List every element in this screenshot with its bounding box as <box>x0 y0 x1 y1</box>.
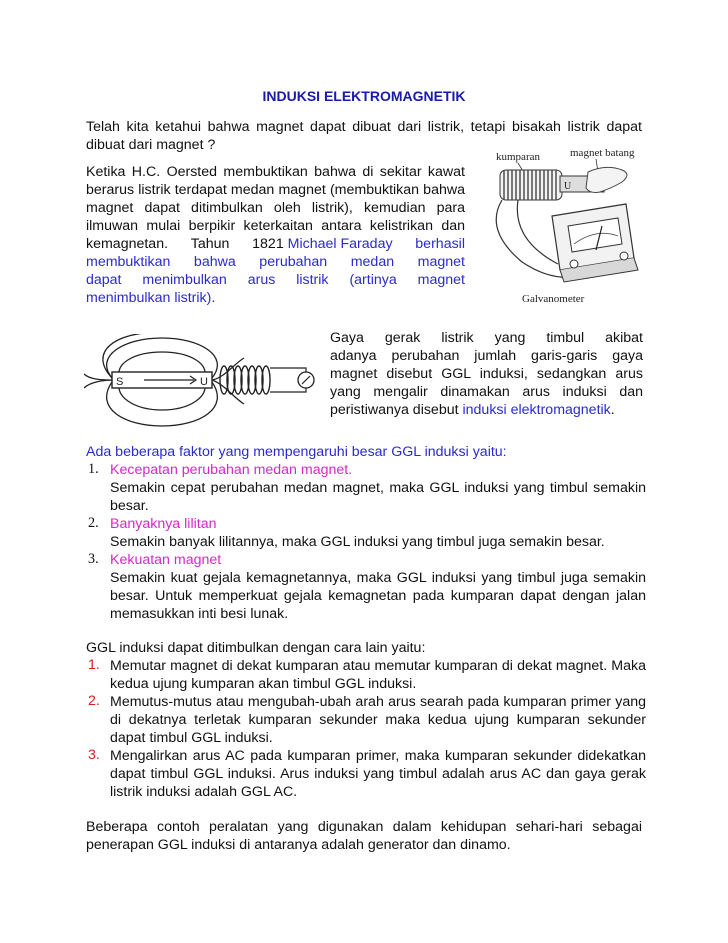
factor-number: 2. <box>88 515 99 531</box>
method-item <box>86 693 646 747</box>
galvanometer <box>552 204 638 282</box>
label-s: S <box>116 376 124 388</box>
oersted-line: menimbulkan listrik). <box>86 290 216 306</box>
factor-item <box>86 461 646 515</box>
oersted-line <box>86 235 465 253</box>
method-text: Mengalirkan arus AC pada kumparan primer, maka kumparan sekunder didekatkan dapat timbul GGL induksi. Arus induksi yang timbul adalah arus AC dan gaya gerak listrik induksi adalah GGL AC. <box>110 748 646 800</box>
oersted-word: kemagnetan. <box>86 236 169 252</box>
coil <box>500 170 562 200</box>
factor-item <box>86 551 646 623</box>
oersted-line: berarus listrik terdapat medan magnet (membuktikan bahwa <box>86 182 465 198</box>
oersted-word: Tahun <box>190 236 230 252</box>
ggl-line: magnet disebut GGL induksi, sedangkan arus <box>330 366 643 382</box>
oersted-line: dapat menimbulkan arus listrik (artinya magnet <box>86 272 465 288</box>
factor-text: Semakin banyak lilitannya, maka GGL induksi yang timbul juga semakin besar. <box>110 534 605 550</box>
coil <box>220 366 270 394</box>
method-item <box>86 747 646 801</box>
ggl-text: . <box>610 402 615 418</box>
method-number: 2. <box>88 693 100 709</box>
methods-heading: GGL induksi dapat ditimbulkan dengan cara lain yaitu: <box>86 640 426 656</box>
field-lines-figure <box>84 334 324 434</box>
ggl-line: adanya perubahan jumlah garis-garis gaya <box>330 348 643 364</box>
ggl-text: peristiwanya disebut <box>330 402 463 418</box>
label-u: U <box>200 376 208 388</box>
faraday-figure <box>478 146 648 306</box>
oersted-paragraph <box>86 163 465 307</box>
factor-title: Kecepatan perubahan medan magnet. <box>110 462 353 478</box>
factor-number: 3. <box>88 551 99 567</box>
oersted-word: berhasil <box>415 236 465 252</box>
factor-text: Semakin kuat gejala kemagnetannya, maka GGL induksi yang timbul juga semakin besar. Untuk memperkuat gejala kemagnetan pada kumparan dapat dengan jalan memasukkan inti besi lunak. <box>110 570 646 622</box>
oersted-line: membuktikan bahwa perubahan medan magnet <box>86 254 465 270</box>
label-u: U <box>564 181 572 192</box>
label-kumparan: kumparan <box>496 151 540 163</box>
wire <box>517 200 558 264</box>
oersted-line: magnet dapat ditimbulkan oleh listrik), kemudian para <box>86 200 465 216</box>
method-text: Memutar magnet di dekat kumparan atau memutar kumparan di dekat magnet. Maka kedua ujung kumparan akan timbul GGL induksi. <box>110 658 646 692</box>
hand <box>586 167 627 192</box>
faraday-link: Michael Faraday <box>287 236 393 252</box>
factor-item <box>86 515 646 551</box>
factor-title: Kekuatan magnet <box>110 552 222 568</box>
page-title: INDUKSI ELEKTROMAGNETIK <box>262 88 466 104</box>
label-galvanometer: Galvanometer <box>522 293 585 305</box>
ggl-term: induksi elektromagnetik <box>462 402 611 418</box>
closing-paragraph: Beberapa contoh peralatan yang digunakan dalam kehidupan sehari-hari sebagai penerapan GGL induksi di antaranya adalah generator dan dinamo. <box>86 819 642 853</box>
method-number: 1. <box>88 657 100 673</box>
oersted-line: Ketika H.C. Oersted membuktikan bahwa di sekitar kawat <box>86 164 465 180</box>
oersted-year: 1821 <box>252 236 284 252</box>
factors-heading: Ada beberapa faktor yang mempengaruhi besar GGL induksi yaitu: <box>86 444 507 460</box>
method-number: 3. <box>88 747 100 763</box>
ggl-line: yang mengalir dinamakan arus induksi dan <box>330 384 643 400</box>
method-text: Memutus-mutus atau mengubah-ubah arah arus searah pada kumparan primer yang di dekatnya terletak kumparan sekunder maka kedua ujung kumparan sekunder dapat timbul GGL induksi. <box>110 694 646 746</box>
method-item <box>86 657 646 693</box>
ggl-line <box>330 401 643 419</box>
ggl-definition <box>330 329 643 419</box>
ggl-line: Gaya gerak listrik yang timbul akibat <box>330 330 643 346</box>
intro-paragraph: Telah kita ketahui bahwa magnet dapat dibuat dari listrik, tetapi bisakah listrik dapat dibuat dari magnet ? <box>86 119 642 153</box>
label-magnet-batang: magnet batang <box>570 147 635 159</box>
factor-text: Semakin cepat perubahan medan magnet, maka GGL induksi yang timbul semakin besar. <box>110 480 646 514</box>
oersted-line: ilmuwan mulai berpikir keterkaitan antara kelistrikan dan <box>86 218 465 234</box>
factor-title: Banyaknya lilitan <box>110 516 217 532</box>
factor-number: 1. <box>88 461 99 477</box>
